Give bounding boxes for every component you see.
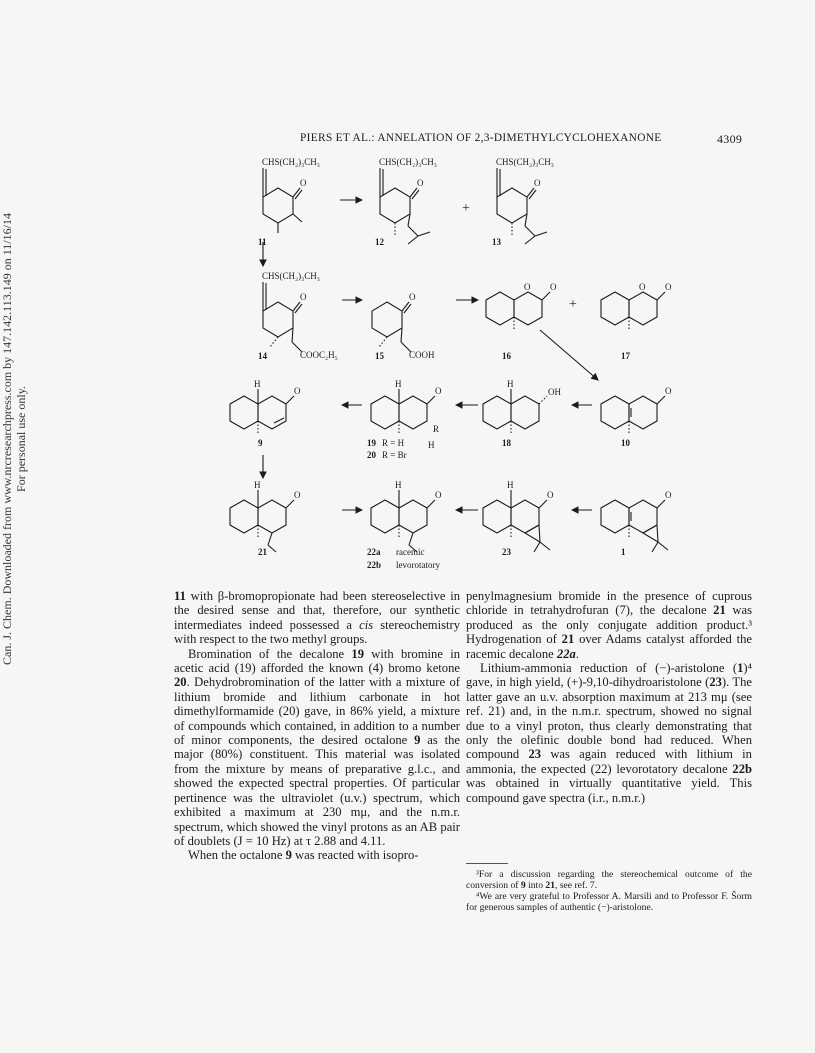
carbonyl-o-13: O (534, 178, 541, 188)
structure-16 (486, 292, 550, 330)
substituent-14: CHS(CH₂)₃CH₃ (262, 271, 320, 281)
carbonyl-o-15: O (409, 292, 416, 302)
substituent-11: CHS(CH₂)₃CH₃ (262, 157, 320, 167)
label-23: 23 (502, 547, 511, 557)
h-21: H (254, 480, 261, 490)
ring-o-17: O (639, 282, 646, 292)
label-12: 12 (375, 237, 384, 247)
h-19: H (395, 379, 402, 389)
page-number: 4309 (717, 132, 743, 146)
carbonyl-o-23: O (547, 490, 554, 500)
label-17: 17 (621, 351, 630, 361)
structure-9 (230, 389, 294, 434)
paragraph: 11 with β-bromopropionate had been stereoselective in the desired sense and that, therefore, our synthetic intermediates indeed possessed a cis stereochemistry with respect to the two methyl groups. (174, 589, 460, 647)
structure-19-20 (371, 389, 435, 434)
structure-17 (601, 292, 665, 330)
footnote-3: ³For a discussion regarding the stereochemical outcome of the conversion of 9 into 21, see ref. 7. (466, 869, 752, 891)
plus-row1: + (462, 201, 470, 216)
ester-group: COOC₂H₅ (300, 350, 338, 360)
h-19-lower: H (428, 440, 435, 450)
label-21: 21 (258, 547, 267, 557)
paragraph: penylmagnesium bromide in the presence of cuprous chloride in tetrahydrofuran (7), the decalone 21 was produced as the only conjugate addition product.³ Hydrogenation of 21 over Adams catalyst afforded the racemic decalone 22a. (466, 589, 752, 661)
label-1: 1 (621, 547, 626, 557)
carbonyl-o-12: O (417, 178, 424, 188)
label-20: 20 (367, 450, 376, 460)
structure-18 (483, 389, 547, 434)
carbonyl-o-9: O (294, 386, 301, 396)
structure-21 (230, 490, 294, 552)
carbonyl-o-21: O (294, 490, 301, 500)
footnote-4: ⁴We are very grateful to Professor A. Marsili and to Professor F. Šorm for generous samples of authentic (−)-aristolone. (466, 891, 752, 913)
structure-11 (263, 168, 302, 233)
carbonyl-o-1: O (665, 490, 672, 500)
caption-levorotatory: levorotatory (396, 560, 440, 570)
label-10: 10 (621, 438, 630, 448)
running-title: PIERS ET AL.: ANNELATION OF 2,3-DIMETHYLCYCLOHEXANONE (300, 132, 662, 144)
footnotes (466, 869, 752, 913)
structure-1 (601, 500, 668, 552)
structure-22 (371, 490, 435, 552)
label-22b: 22b (367, 560, 382, 570)
structure-15 (372, 302, 411, 352)
left-column (174, 589, 460, 863)
carbonyl-o-14: O (300, 292, 307, 302)
carbonyl-o-16: O (550, 282, 557, 292)
h-18: H (507, 379, 514, 389)
paragraph: Bromination of the decalone 19 with bromine in acetic acid (19) afforded the known (4) bromo ketone 20. Dehydrobromination of the latter with a mixture of lithium bromide and lithium carbonate in hot dimethylformamide (20) gave, in 86% yield, a mixture of compounds which contained, in addition to a number of minor components, the desired octalone 9 as the major (80%) constituent. This material was isolated from the mixture by means of preparative g.l.c., and showed the expected spectral properties. Of particular pertinence was the ultraviolet (u.v.) spectrum, which exhibited a maximum at 230 mμ, and the n.m.r. spectrum, which showed the vinyl protons as an AB pair of doublets (J = 10 Hz) at τ 2.88 and 4.11. (174, 646, 460, 848)
h-23: H (507, 480, 514, 490)
structure-23 (483, 490, 550, 552)
watermark-line-2: For personal use only. (14, 386, 28, 492)
h-22: H (395, 480, 402, 490)
paragraph: When the octalone 9 was reacted with isopro- (188, 848, 419, 863)
label-16: 16 (502, 351, 511, 361)
label-18: 18 (502, 438, 511, 448)
label-22a: 22a (367, 547, 381, 557)
label-9: 9 (258, 438, 263, 448)
plus-row2: + (569, 297, 577, 312)
carbonyl-o-19: O (435, 386, 442, 396)
carbonyl-o-10: O (665, 386, 672, 396)
right-column (466, 589, 752, 805)
caption-19: R = H (382, 438, 405, 448)
caption-racemic: racemic (396, 547, 425, 557)
label-13: 13 (492, 237, 501, 247)
acid-group: COOH (409, 350, 435, 360)
carbonyl-o-22: O (435, 490, 442, 500)
label-19: 19 (367, 438, 376, 448)
r-19: R (433, 424, 440, 434)
ring-o-16: O (524, 282, 531, 292)
caption-20: R = Br (382, 450, 407, 460)
structure-14 (263, 282, 302, 352)
structure-10 (601, 396, 665, 434)
substituent-12: CHS(CH₂)₃CH₃ (379, 157, 437, 167)
carbonyl-o-11: O (300, 178, 307, 188)
carbonyl-o-17: O (665, 282, 672, 292)
label-11: 11 (258, 237, 267, 247)
label-14: 14 (258, 351, 267, 361)
watermark-line-1: Can. J. Chem. Downloaded from www.nrcresearchpress.com by 147.142.113.149 on 11/16/14 (0, 213, 14, 665)
h-9: H (254, 379, 261, 389)
paragraph: Lithium-ammonia reduction of (−)-aristolone (1)⁴ gave, in high yield, (+)-9,10-dihydroaristolone (23). The latter gave an u.v. absorption maximum at 213 mμ (see ref. 21) and, in the n.m.r. spectrum, showed no signal due to a vinyl proton, thus clearly demonstrating that only the olefinic double bond had reduced. When compound 23 was again reduced with lithium in ammonia, the expected (22) levorotatory decalone 22b was obtained in virtually quantitative yield. This compound gave spectra (i.r., n.m.r.) (466, 661, 753, 805)
footnote-rule (466, 863, 508, 864)
oh-18: OH (548, 387, 561, 397)
label-15: 15 (375, 351, 384, 361)
substituent-13: CHS(CH₂)₃CH₃ (496, 157, 554, 167)
